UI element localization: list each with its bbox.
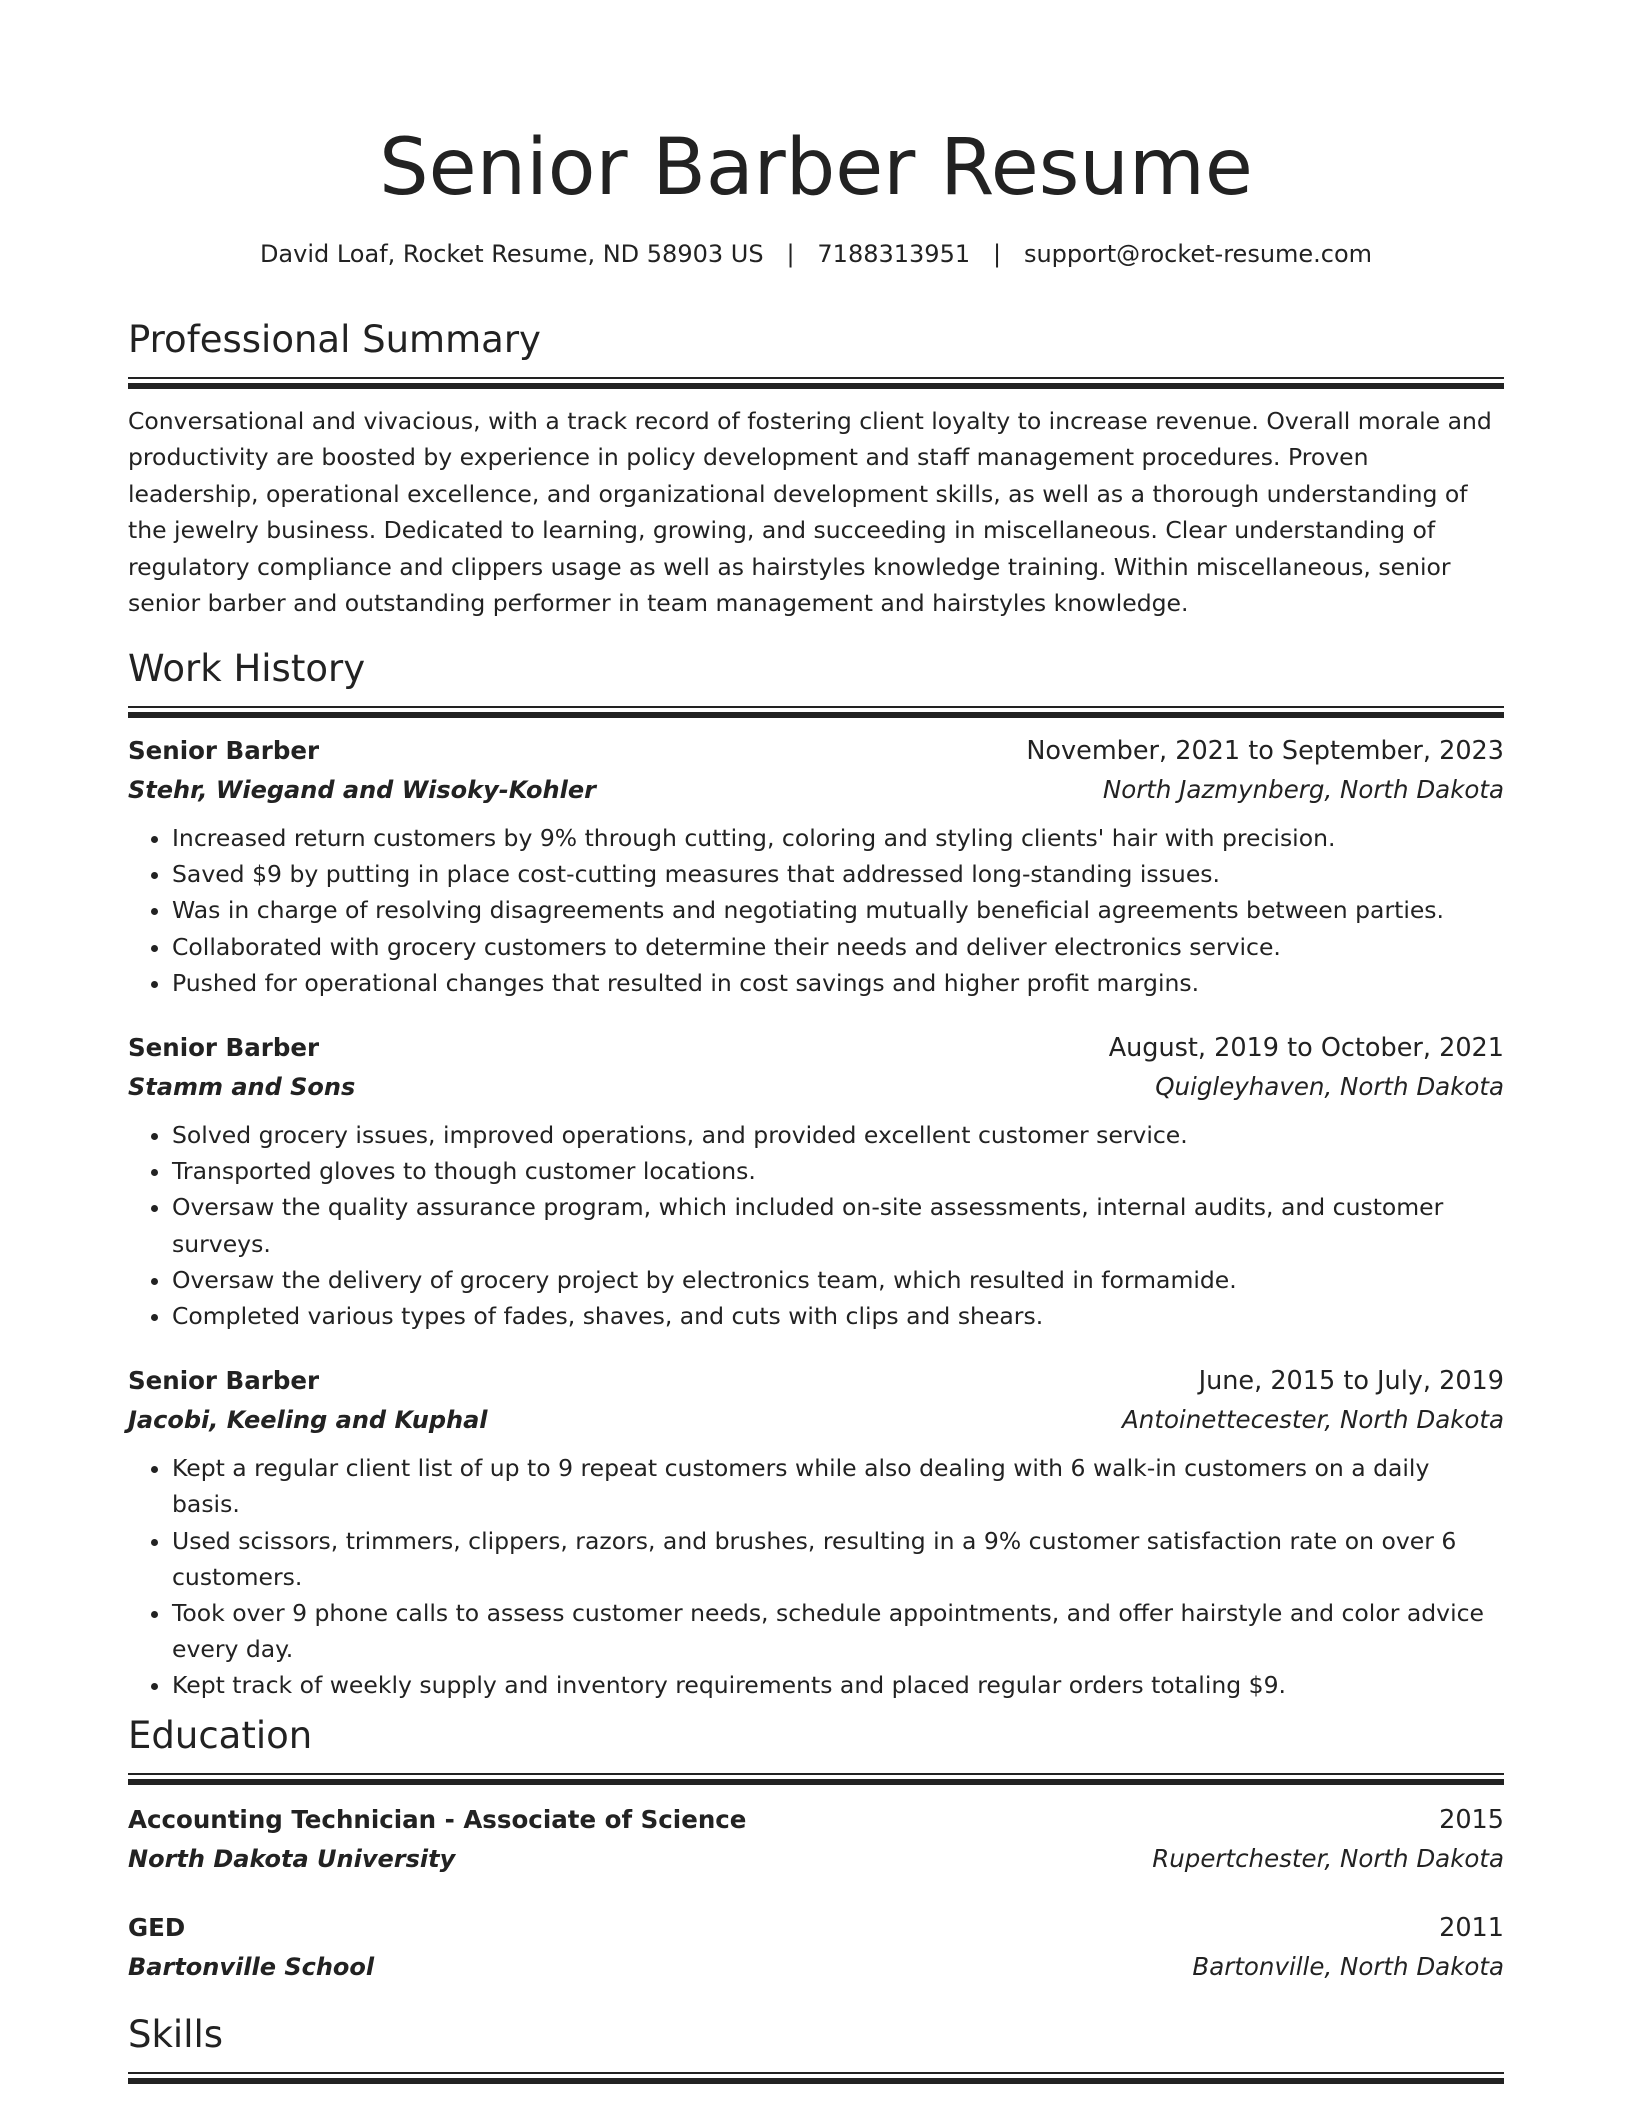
- resume-title: Senior Barber Resume: [379, 123, 1253, 213]
- job-bullets: [128, 820, 1504, 1001]
- education-school: Bartonville School: [128, 1953, 375, 1981]
- section-heading-work: Work History: [128, 647, 366, 690]
- job-company: Stamm and Sons: [128, 1073, 356, 1102]
- job-bullets: [128, 1450, 1504, 1703]
- job-entry: [128, 1362, 1504, 1703]
- job-company-row: [128, 1400, 1504, 1440]
- job-title: Senior Barber: [128, 736, 320, 765]
- job-company-row: [128, 1067, 1504, 1107]
- skills-section: [128, 2010, 1504, 2084]
- job-bullet: • Oversaw the delivery of grocery project by electronics team, which resulted in formamide.: [172, 1262, 1504, 1298]
- job-company: Jacobi, Keeling and Kuphal: [128, 1406, 488, 1435]
- job-bullet: • Kept a regular client list of up to 9 repeat customers while also dealing with 6 walk-in customers on a daily basis.: [172, 1450, 1504, 1522]
- job-company: Stehr, Wiegand and Wisoky-Kohler: [128, 776, 596, 804]
- job-bullet: • Oversaw the quality assurance program, which included on-site assessments, internal audits, and customer surveys.: [172, 1189, 1504, 1261]
- summary-text: Conversational and vivacious, with a track record of fostering client loyalty to increase revenue. Overall morale and productivity are boosted by experience in policy development and staff management procedures. Proven leadership, operational excellence, and organizational development skills, as well as a thorough understanding of the jewelry business. Dedicated to learning, growing, and succeeding in miscellaneous. Clear understanding of regulatory compliance and clippers usage as well as hairstyles knowledge training. Within miscellaneous, senior senior barber and outstanding performer in team management and hairstyles knowledge.: [128, 407, 1492, 618]
- job-bullet: • Used scissors, trimmers, clippers, razors, and brushes, resulting in a 9% customer satisfaction rate on over 6 customers.: [172, 1523, 1504, 1595]
- job-header-row: [128, 1029, 1504, 1067]
- job-location: Quigleyhaven, North Dakota: [1155, 1072, 1504, 1102]
- job-bullet: • Collaborated with grocery customers to determine their needs and deliver electronics service.: [172, 929, 1504, 965]
- education-entry: [128, 1801, 1504, 1879]
- education-location: Rupertchester, North Dakota: [1152, 1844, 1504, 1873]
- job-location: Antoinettecester, North Dakota: [1122, 1405, 1504, 1435]
- job-entry: [128, 732, 1504, 1001]
- summary-section: [128, 315, 1504, 621]
- education-header-row: [128, 1909, 1504, 1947]
- job-bullet: • Increased return customers by 9% through cutting, coloring and styling clients' hair with precision.: [172, 820, 1504, 856]
- section-rule-thick: [128, 2078, 1504, 2084]
- education-school-row: [128, 1947, 1504, 1987]
- section-heading-skills: Skills: [128, 2013, 224, 2056]
- section-heading-education: Education: [128, 1714, 313, 1757]
- education-year: 2011: [1439, 1913, 1504, 1943]
- job-entry: [128, 1029, 1504, 1334]
- contact-line: David Loaf, Rocket Resume, ND 58903 US | 7188313951 | support@rocket-resume.com: [259, 240, 1373, 268]
- education-school: North Dakota University: [128, 1845, 456, 1873]
- job-dates: June, 2015 to July, 2019: [1198, 1366, 1504, 1397]
- job-location: North Jazmynberg, North Dakota: [1102, 775, 1504, 804]
- job-dates: August, 2019 to October, 2021: [1108, 1033, 1504, 1064]
- job-bullet: • Transported gloves to though customer locations.: [172, 1153, 1504, 1189]
- section-heading-summary: Professional Summary: [128, 318, 541, 361]
- section-rule-thick: [128, 1779, 1504, 1785]
- section-rule-thin: [128, 706, 1504, 708]
- work-history-section: [128, 644, 1504, 1704]
- job-title: Senior Barber: [128, 1033, 320, 1063]
- section-rule-thick: [128, 712, 1504, 718]
- job-bullet: • Pushed for operational changes that resulted in cost savings and higher profit margins.: [172, 965, 1504, 1001]
- education-location: Bartonville, North Dakota: [1192, 1952, 1504, 1981]
- section-rule-thin: [128, 2072, 1504, 2074]
- education-school-row: [128, 1839, 1504, 1879]
- job-header-row: [128, 732, 1504, 770]
- job-company-row: [128, 770, 1504, 810]
- section-rule-thick: [128, 383, 1504, 389]
- job-bullet: • Was in charge of resolving disagreements and negotiating mutually beneficial agreements between parties.: [172, 892, 1504, 928]
- education-degree: GED: [128, 1913, 186, 1942]
- job-bullet: • Completed various types of fades, shaves, and cuts with clips and shears.: [172, 1298, 1504, 1334]
- job-bullet: • Solved grocery issues, improved operations, and provided excellent customer service.: [172, 1117, 1504, 1153]
- job-bullet: • Kept track of weekly supply and inventory requirements and placed regular orders totaling $9.: [172, 1667, 1504, 1703]
- education-year: 2015: [1439, 1805, 1504, 1835]
- education-degree: Accounting Technician - Associate of Science: [128, 1805, 747, 1834]
- job-bullet: • Saved $9 by putting in place cost-cutting measures that addressed long-standing issues.: [172, 856, 1504, 892]
- section-rule-thin: [128, 1773, 1504, 1775]
- education-entry: [128, 1909, 1504, 1987]
- section-rule-thin: [128, 377, 1504, 379]
- job-title: Senior Barber: [128, 1366, 320, 1396]
- education-header-row: [128, 1801, 1504, 1839]
- education-section: [128, 1711, 1504, 1987]
- job-header-row: [128, 1362, 1504, 1400]
- job-bullet: • Took over 9 phone calls to assess customer needs, schedule appointments, and offer hairstyle and color advice every day.: [172, 1595, 1504, 1667]
- job-dates: November, 2021 to September, 2023: [1026, 736, 1504, 766]
- job-bullets: [128, 1117, 1504, 1334]
